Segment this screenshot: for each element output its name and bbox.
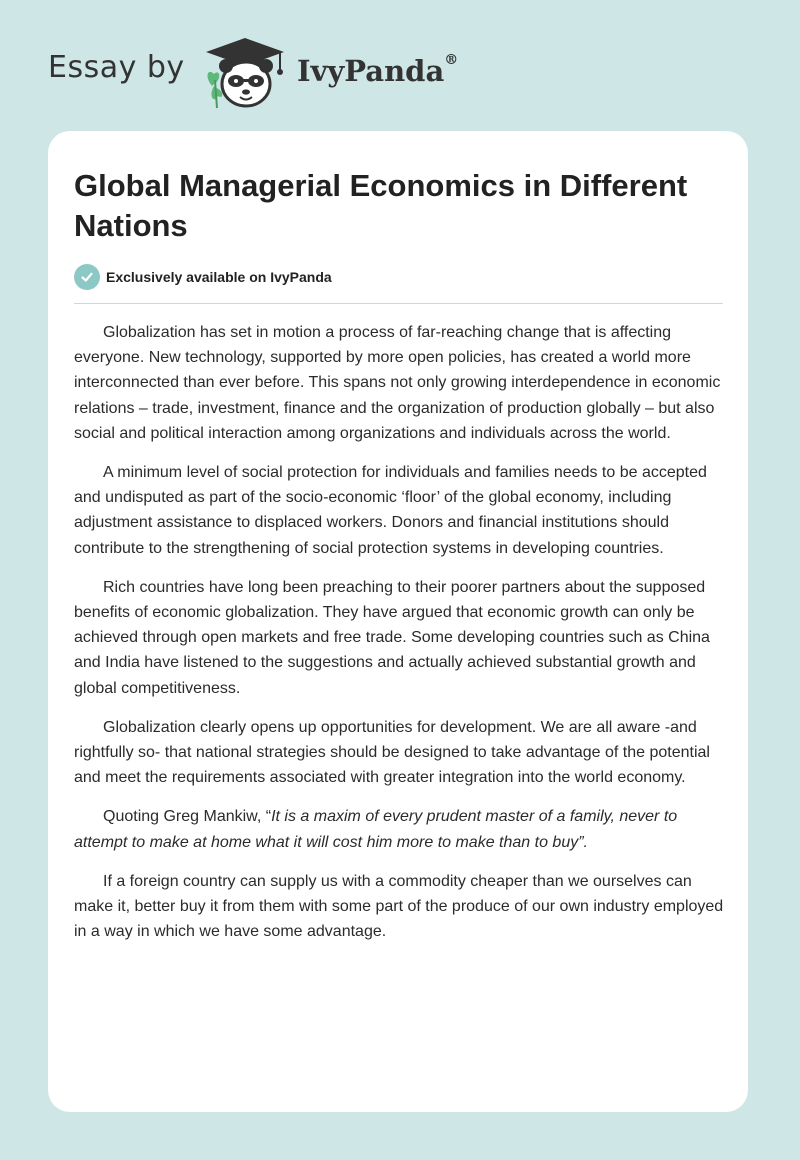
exclusive-badge bbox=[74, 264, 332, 290]
essay-body bbox=[74, 320, 726, 958]
quote-paragraph bbox=[74, 804, 726, 854]
quote-lead: Quoting Greg Mankiw, “ bbox=[103, 808, 272, 826]
paragraph: Globalization clearly opens up opportunities for development. We are all aware -and rightfully so- that national strategies should be designed to take advantage of the potential and meet the requirements associated with greater integration into the world economy. bbox=[74, 718, 710, 787]
brand-name[interactable]: IvyPanda® bbox=[297, 52, 459, 88]
paragraph: Globalization has set in motion a process of far-reaching change that is affecting everyone. New technology, supported by more open policies, has created a world more interconnected than ever before. This spans not only growing interdependence in economic relations – trade, investment, finance and the organization of production globally – but also social and political interaction among organizations and individuals across the world. bbox=[74, 324, 721, 442]
exclusive-badge-label: Exclusively available on IvyPanda bbox=[106, 269, 332, 285]
quote-text: It is a maxim of every prudent master of a family, never to attempt to make at home what it will cost him more to make than to buy”. bbox=[74, 808, 678, 851]
registered-mark: ® bbox=[444, 52, 459, 68]
paragraph: If a foreign country can supply us with a commodity cheaper than we ourselves can make it, better buy it from them with some part of the produce of our own industry employed in a way in which we have some advantage. bbox=[74, 872, 724, 941]
essay-title: Global Managerial Economics in Different Nations bbox=[74, 168, 688, 243]
essay-by-label: Essay by bbox=[48, 50, 185, 85]
title-divider bbox=[74, 303, 723, 304]
check-circle-icon bbox=[74, 264, 100, 290]
essay-card bbox=[48, 131, 748, 1112]
paragraph: Rich countries have long been preaching to their poorer partners about the supposed benefits of economic globalization. They have argued that economic growth can only be achieved through open markets and free trade. Some developing countries such as China and India have listened to the suggestions and actually achieved substantial growth and global competitiveness. bbox=[74, 578, 710, 697]
site-header bbox=[48, 34, 648, 114]
paragraph: A minimum level of social protection for individuals and families needs to be accepted and undisputed as part of the socio-economic ‘floor’ of the global economy, including adjustment assistance to displaced workers. Donors and financial institutions should contribute to the strengthening of social protection systems in developing countries. bbox=[74, 464, 707, 557]
panda-graduation-cap-icon[interactable] bbox=[200, 34, 290, 110]
